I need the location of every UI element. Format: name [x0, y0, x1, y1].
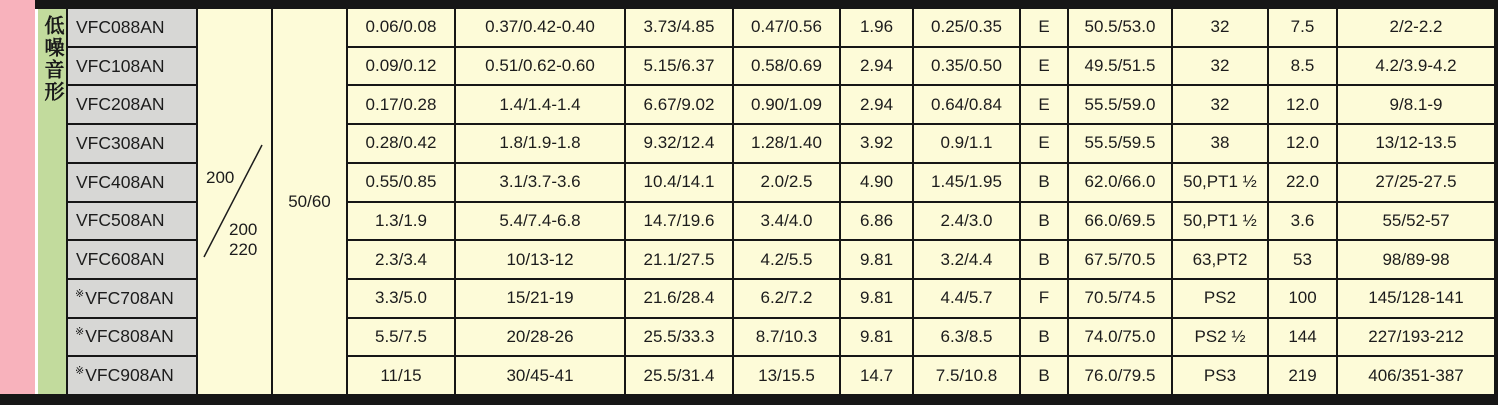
model-cell: [68, 203, 196, 240]
spec-cell: 0.28/0.42: [348, 125, 454, 162]
spec-cell: 13/15.5: [734, 357, 839, 394]
spec-cell: 12.0: [1269, 86, 1336, 123]
model-name: VFC608AN: [76, 249, 165, 270]
spec-cell: 0.25/0.35: [914, 9, 1019, 46]
spec-cell: 2.4/3.0: [914, 203, 1019, 240]
spec-cell: 62.0/66.0: [1069, 164, 1171, 201]
spec-cell: 9.81: [841, 280, 912, 317]
model-name: VFC408AN: [76, 171, 165, 192]
spec-cell: 6.2/7.2: [734, 280, 839, 317]
spec-cell: 0.37/0.42-0.40: [456, 9, 624, 46]
table-top-border: [35, 0, 1498, 9]
spec-cell: 0.47/0.56: [734, 9, 839, 46]
spec-cell: 98/89-98: [1338, 241, 1494, 278]
spec-cell: 50.5/53.0: [1069, 9, 1171, 46]
spec-cell: 74.0/75.0: [1069, 319, 1171, 356]
spec-cell: 25.5/31.4: [626, 357, 732, 394]
spec-cell: B: [1021, 203, 1067, 240]
model-cell: [68, 164, 196, 201]
spec-cell: 4.4/5.7: [914, 280, 1019, 317]
spec-cell: 25.5/33.3: [626, 319, 732, 356]
spec-cell: 49.5/51.5: [1069, 48, 1171, 85]
spec-cell: 4.2/3.9-4.2: [1338, 48, 1494, 85]
spec-cell: 67.5/70.5: [1069, 241, 1171, 278]
spec-cell: 53: [1269, 241, 1336, 278]
spec-cell: 5.5/7.5: [348, 319, 454, 356]
model-cell: [68, 9, 196, 46]
spec-cell: 55.5/59.5: [1069, 125, 1171, 162]
model-name: VFC508AN: [76, 210, 165, 231]
spec-cell: 0.55/0.85: [348, 164, 454, 201]
spec-cell: 63,PT2: [1173, 241, 1267, 278]
spec-cell: 66.0/69.5: [1069, 203, 1171, 240]
spec-cell: 1.96: [841, 9, 912, 46]
spec-cell: 3.6: [1269, 203, 1336, 240]
spec-cell: 0.9/1.1: [914, 125, 1019, 162]
spec-cell: 30/45-41: [456, 357, 624, 394]
table-right-border: [1494, 0, 1498, 394]
spec-cell: 21.1/27.5: [626, 241, 732, 278]
model-name: VFC208AN: [76, 94, 165, 115]
reference-mark: ※: [75, 287, 85, 300]
spec-cell: 9.81: [841, 241, 912, 278]
spec-cell: 10.4/14.1: [626, 164, 732, 201]
spec-cell: 50,PT1 ½: [1173, 164, 1267, 201]
spec-cell: 3.73/4.85: [626, 9, 732, 46]
model-name: VFC808AN: [85, 326, 174, 347]
spec-cell: 4.2/5.5: [734, 241, 839, 278]
spec-cell: PS2 ½: [1173, 319, 1267, 356]
model-name: VFC908AN: [85, 365, 174, 386]
model-cell: [68, 48, 196, 85]
spec-cell: 5.15/6.37: [626, 48, 732, 85]
spec-cell: 0.35/0.50: [914, 48, 1019, 85]
spec-cell: 1.3/1.9: [348, 203, 454, 240]
spec-cell: 2.0/2.5: [734, 164, 839, 201]
spec-cell: 8.7/10.3: [734, 319, 839, 356]
spec-cell: 5.4/7.4-6.8: [456, 203, 624, 240]
spec-cell: 3.3/5.0: [348, 280, 454, 317]
spec-cell: 2.94: [841, 86, 912, 123]
spec-cell: 70.5/74.5: [1069, 280, 1171, 317]
spec-cell: 0.90/1.09: [734, 86, 839, 123]
model-name: VFC088AN: [76, 16, 165, 37]
model-cell: [68, 357, 196, 394]
spec-cell: 406/351-387: [1338, 357, 1494, 394]
model-name: VFC308AN: [76, 132, 165, 153]
voltage-value-bottom-1: 200: [229, 220, 258, 239]
spec-cell: 76.0/79.5: [1069, 357, 1171, 394]
spec-cell: 21.6/28.4: [626, 280, 732, 317]
frequency-cell: 50/60: [273, 9, 346, 394]
spec-cell: B: [1021, 241, 1067, 278]
spec-cell: 3.1/3.7-3.6: [456, 164, 624, 201]
spec-cell: PS3: [1173, 357, 1267, 394]
spec-cell: E: [1021, 48, 1067, 85]
spec-cell: 0.64/0.84: [914, 86, 1019, 123]
model-name: VFC108AN: [76, 55, 165, 76]
spec-cell: 13/12-13.5: [1338, 125, 1494, 162]
model-cell: [68, 241, 196, 278]
voltage-value-bottom-2: 220: [229, 240, 258, 259]
spec-cell: 50,PT1 ½: [1173, 203, 1267, 240]
spec-cell: 2.3/3.4: [348, 241, 454, 278]
category-cell: [38, 9, 66, 394]
spec-cell: 6.86: [841, 203, 912, 240]
spec-cell: 0.58/0.69: [734, 48, 839, 85]
spec-cell: B: [1021, 164, 1067, 201]
spec-cell: 32: [1173, 9, 1267, 46]
spec-cell: 55/52-57: [1338, 203, 1494, 240]
model-cell: [68, 280, 196, 317]
spec-cell: 8.5: [1269, 48, 1336, 85]
model-cell: [68, 86, 196, 123]
spec-cell: 1.8/1.9-1.8: [456, 125, 624, 162]
spec-cell: 27/25-27.5: [1338, 164, 1494, 201]
spec-cell: 11/15: [348, 357, 454, 394]
left-pink-edge-strip: [0, 0, 35, 394]
spec-cell: 219: [1269, 357, 1336, 394]
spec-cell: 1.28/1.40: [734, 125, 839, 162]
spec-cell: 9/8.1-9: [1338, 86, 1494, 123]
spec-cell: 32: [1173, 48, 1267, 85]
spec-cell: E: [1021, 86, 1067, 123]
spec-cell: 0.51/0.62-0.60: [456, 48, 624, 85]
model-name: VFC708AN: [85, 287, 174, 308]
voltage-diagonal-line: [198, 9, 271, 394]
spec-cell: 14.7: [841, 357, 912, 394]
spec-table: [66, 9, 1494, 394]
spec-cell: E: [1021, 125, 1067, 162]
spec-cell: 0.17/0.28: [348, 86, 454, 123]
reference-mark: ※: [75, 326, 85, 339]
spec-cell: 4.90: [841, 164, 912, 201]
spec-cell: 20/28-26: [456, 319, 624, 356]
spec-cell: 227/193-212: [1338, 319, 1494, 356]
spec-cell: 9.81: [841, 319, 912, 356]
spec-cell: 10/13-12: [456, 241, 624, 278]
spec-cell: 3.92: [841, 125, 912, 162]
spec-cell: 15/21-19: [456, 280, 624, 317]
spec-cell: 14.7/19.6: [626, 203, 732, 240]
voltage-cell: [198, 9, 271, 394]
spec-cell: 6.67/9.02: [626, 86, 732, 123]
spec-cell: 1.45/1.95: [914, 164, 1019, 201]
spec-cell: 3.2/4.4: [914, 241, 1019, 278]
spec-cell: 3.4/4.0: [734, 203, 839, 240]
spec-cell: 7.5: [1269, 9, 1336, 46]
spec-cell: 2.94: [841, 48, 912, 85]
spec-cell: 32: [1173, 86, 1267, 123]
spec-cell: 145/128-141: [1338, 280, 1494, 317]
spec-cell: 100: [1269, 280, 1336, 317]
spec-cell: 12.0: [1269, 125, 1336, 162]
spec-cell: 7.5/10.8: [914, 357, 1019, 394]
spec-cell: 0.06/0.08: [348, 9, 454, 46]
spec-cell: 55.5/59.0: [1069, 86, 1171, 123]
model-cell: [68, 125, 196, 162]
spec-cell: 9.32/12.4: [626, 125, 732, 162]
spec-cell: F: [1021, 280, 1067, 317]
spec-cell: 6.3/8.5: [914, 319, 1019, 356]
spec-cell: 144: [1269, 319, 1336, 356]
spec-cell: B: [1021, 319, 1067, 356]
spec-cell: E: [1021, 9, 1067, 46]
spec-cell: 22.0: [1269, 164, 1336, 201]
spec-cell: 0.09/0.12: [348, 48, 454, 85]
table-bottom-border: [0, 394, 1498, 405]
model-cell: [68, 319, 196, 356]
category-label: 低噪音形: [41, 15, 63, 103]
reference-mark: ※: [75, 365, 85, 378]
spec-cell: B: [1021, 357, 1067, 394]
spec-cell: 2/2-2.2: [1338, 9, 1494, 46]
spec-cell: PS2: [1173, 280, 1267, 317]
voltage-value-top: 200: [206, 168, 235, 187]
spec-cell: 38: [1173, 125, 1267, 162]
spec-cell: 1.4/1.4-1.4: [456, 86, 624, 123]
